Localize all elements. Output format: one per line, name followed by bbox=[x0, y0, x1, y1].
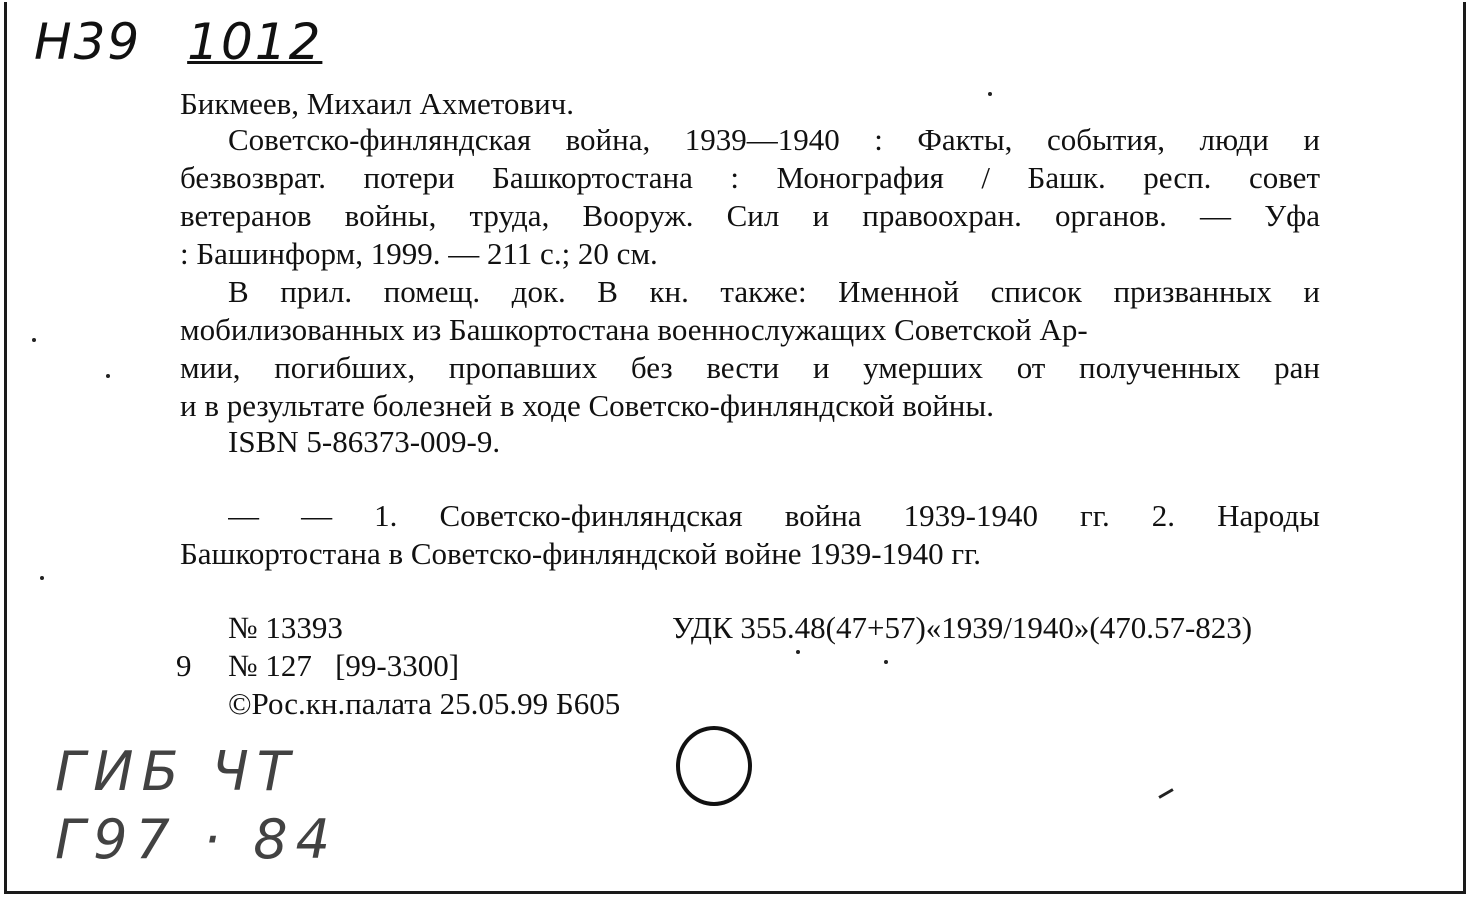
title-line-1-text: Советско-финляндская война, 1939—1940 : Факты, события, люди и bbox=[228, 122, 1320, 157]
note-line-1-text: В прил. помещ. док. В кн. также: Именной список призванных и bbox=[228, 274, 1320, 309]
title-line-1 bbox=[228, 122, 1320, 158]
isbn: ISBN 5-86373-009-9. bbox=[228, 424, 501, 459]
card-number: № 13393 bbox=[228, 610, 343, 645]
note-line-2 bbox=[180, 312, 1320, 348]
title-line-2 bbox=[180, 160, 1320, 196]
note-line-2-text: мобилизованных из Башкортостана военнослужащих Советской Ар- bbox=[180, 312, 1088, 347]
udc-code: УДК 355.48(47+57)«1939/1940»(470.57-823) bbox=[672, 610, 1253, 645]
title-line-4 bbox=[180, 236, 1320, 272]
note-line-4 bbox=[180, 388, 1320, 424]
copyright-line: ©Рос.кн.палата 25.05.99 Б605 bbox=[228, 686, 621, 721]
title-line-3-text: ветеранов войны, труда, Вооруж. Сил и правоохран. органов. — Уфа bbox=[180, 198, 1320, 233]
shelfmark-number: 1012 bbox=[187, 13, 323, 71]
note-line-1 bbox=[228, 274, 1320, 310]
title-line-4-text: : Башинформ, 1999. — 211 с.; 20 см. bbox=[180, 236, 658, 271]
title-line-3 bbox=[180, 198, 1320, 234]
scan-speck bbox=[106, 374, 110, 378]
shelfmark-code: Н39 bbox=[34, 13, 142, 71]
prefix-number: 9 bbox=[176, 648, 192, 683]
handwritten-stamp-line-2: Г97 · 84 bbox=[55, 808, 339, 871]
subject-line-1-text: — — 1. Советско-финляндская война 1939-1940 гг. 2. Народы bbox=[228, 498, 1320, 533]
scan-speck bbox=[884, 660, 888, 664]
note-line-3 bbox=[180, 350, 1320, 386]
subject-line-2 bbox=[180, 536, 1320, 572]
subject-line-2-text: Башкортостана в Советско-финляндской войне 1939-1940 гг. bbox=[180, 536, 982, 571]
scan-speck bbox=[796, 650, 800, 654]
scan-speck bbox=[32, 338, 36, 342]
scan-speck bbox=[40, 576, 44, 580]
note-line-4-text: и в результате болезней в ходе Советско-финляндской войны. bbox=[180, 388, 994, 423]
note-line-3-text: мии, погибших, пропавших без вести и умерших от полученных ран bbox=[180, 350, 1320, 385]
card-number-2: № 127 [99-3300] bbox=[228, 648, 460, 683]
scan-speck bbox=[988, 92, 992, 96]
punch-hole bbox=[676, 726, 752, 806]
handwritten-shelfmark bbox=[34, 14, 322, 70]
author-heading: Бикмеев, Михаил Ахметович. bbox=[180, 86, 575, 121]
title-line-2-text: безвозврат. потери Башкортостана : Монография / Башк. респ. совет bbox=[180, 160, 1320, 195]
subject-line-1 bbox=[228, 498, 1320, 534]
handwritten-stamp-line-1: ГИБ ЧТ bbox=[55, 740, 298, 803]
